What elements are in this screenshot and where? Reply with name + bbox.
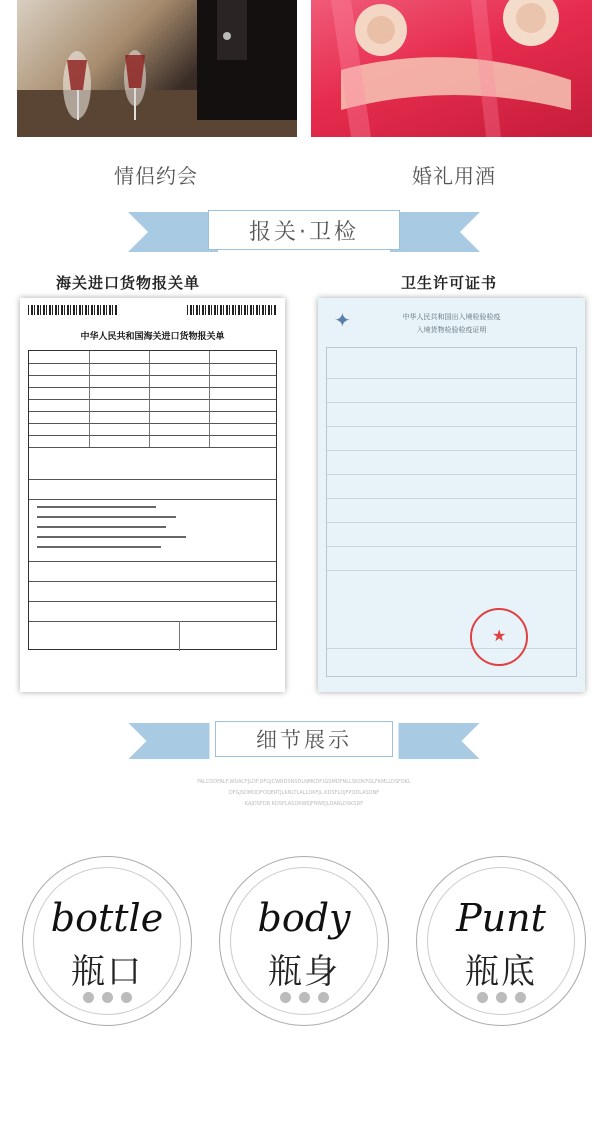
section-banner-customs [128, 210, 480, 254]
detail-circle-bottle-neck [22, 856, 192, 1026]
fine-print-line: DFGJSDMODFOQERTJLKNLTLALLDKFJL.KDSFLDJFPQDLASDNF [228, 790, 380, 796]
detail-dots [231, 992, 377, 1003]
wedding-wine-photo [311, 0, 592, 137]
inspection-emblem-icon: ✦ [334, 308, 351, 332]
ribbon-right-icon [390, 212, 480, 252]
official-seal-icon: ★ [470, 608, 528, 666]
couple-dinner-photo [17, 0, 297, 137]
fine-print-line: KAJDSFDB.KDSFLASDRWEJFRWEJLDARLDSKSDF [244, 801, 364, 807]
barcode-left [28, 305, 118, 315]
health-certificate-document [318, 298, 585, 692]
ribbon-right-icon [398, 723, 480, 759]
customs-declaration-title: 海关进口货物报关单 [56, 274, 201, 292]
customs-declaration-document [20, 298, 285, 692]
detail-chinese-label: 瓶身 [268, 952, 340, 992]
detail-english-label: bottle [50, 896, 164, 940]
detail-chinese-label: 瓶口 [71, 952, 143, 992]
barcode-right [187, 305, 277, 315]
detail-english-label: body [257, 896, 351, 940]
customs-form-grid [28, 350, 277, 650]
detail-circle-bottle-body [219, 856, 389, 1026]
document-barcodes [28, 305, 277, 323]
wedding-roses-illustration [311, 0, 592, 137]
detail-dots [34, 992, 180, 1003]
section-title-details: 细节展示 [215, 721, 393, 757]
health-form-grid [326, 347, 577, 677]
section-title-customs: 报关·卫检 [208, 210, 400, 250]
section-banner-details [128, 721, 480, 765]
health-document-subheading: 入境货物检验检疫证明 [416, 326, 487, 334]
detail-circle-bottle-bottom [416, 856, 586, 1026]
detail-dots [428, 992, 574, 1003]
caption-wedding-wine: 婚礼用酒 [412, 164, 496, 188]
caption-couple-date: 情侣约会 [114, 164, 198, 188]
health-certificate-title: 卫生许可证书 [401, 274, 498, 292]
ribbon-left-icon [128, 212, 218, 252]
couple-dinner-illustration [17, 0, 297, 137]
detail-english-label: Punt [456, 896, 546, 940]
detail-chinese-label: 瓶底 [465, 952, 537, 992]
customs-document-heading: 中华人民共和国海关进口货物报关单 [80, 332, 225, 342]
fine-print-line: FALCODFALF.WDACFJLDF.DFGJCWRDSNSDLNMKDF.IGSMDFNLLSKDKFGLFKMLLDSFDKL [197, 779, 411, 785]
health-document-heading: 中华人民共和国出入境检验检疫 [402, 313, 501, 321]
ribbon-left-icon [128, 723, 210, 759]
